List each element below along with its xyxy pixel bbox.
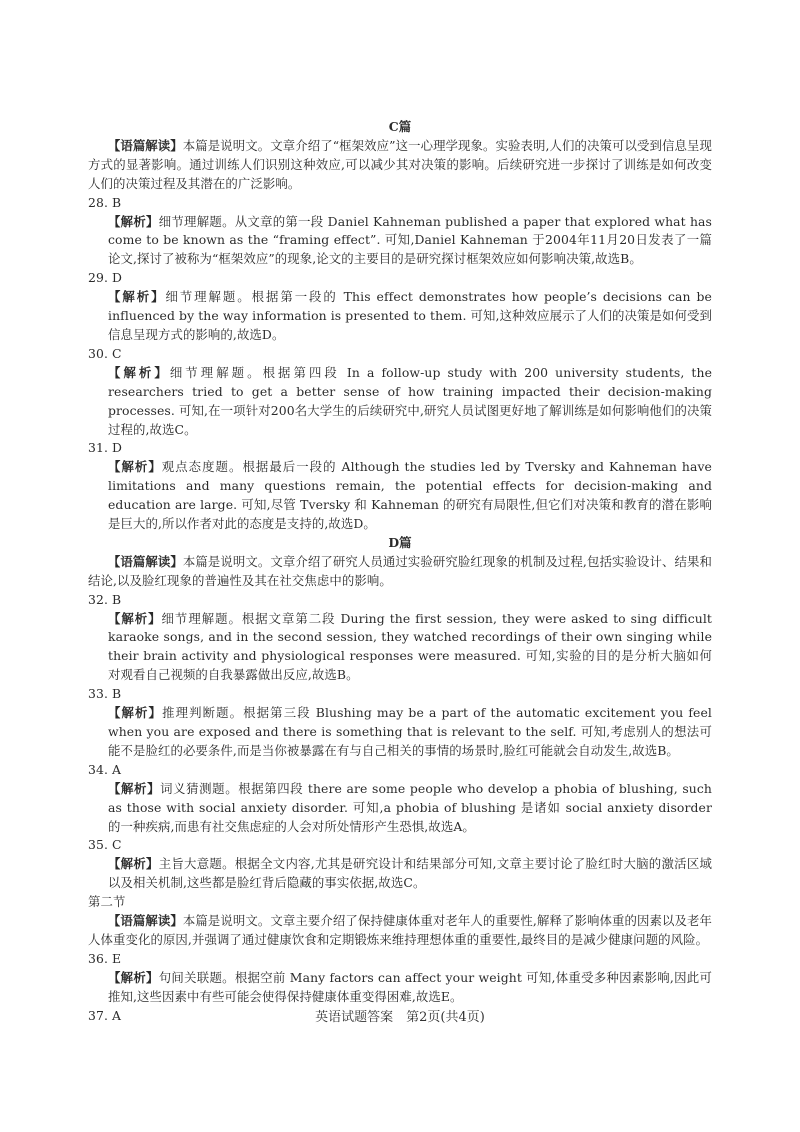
block-text: 细节理解题。根据文章第二段 During the first session, they were asked to sing difficult karaoke songs, and in the second session, they watched recordings of their own singing while their brain activity and physiological responses were measured. 可知,实验的目的是分析大脑如何对观看自己视频的自我暴露做出反应,故选B。: [108, 610, 712, 683]
analysis-tag: 【解析】: [108, 969, 159, 985]
question-answer: 37. A: [88, 1007, 122, 1023]
block-text: 主旨大意题。根据全文内容,尤其是研究设计和结果部分可知,文章主要讨论了脸红时大脑的激活区域以及相关机制,这些都是脸红背后隐藏的事实依据,故选C。: [108, 856, 712, 891]
answer-analysis: [88, 288, 712, 345]
analysis-tag: 【解析】: [108, 856, 159, 872]
question-answer: 36. E: [88, 950, 122, 966]
question-answer: 30. C: [88, 345, 122, 361]
question-answer: 28. B: [88, 194, 122, 210]
block-text: 推理判断题。根据第三段 Blushing may be a part of the automatic excitement you feel when you are exposed and there is something that is relevant to the self. 可知,考虑别人的想法可能不是脸红的必要条件,而是当你被暴露在有与自己相关的事情的场景时,脸红可能就会自动发生,故选B。: [108, 705, 712, 758]
block-text: 本篇是说明文。文章介绍了“框架效应”这一心理学现象。实验表明,人们的决策可以受到信息呈现方式的显著影响。通过训练人们识别这种效应,可以减少其对决策的影响。后续研究进一步探讨了训练是如何改变人们的决策过程及其潜在的广泛影响。: [88, 137, 712, 191]
analysis-tag: 【解析】: [108, 780, 161, 796]
analysis-tag: 【语篇解读】: [107, 553, 183, 569]
question-answer: 33. B: [88, 686, 122, 702]
answer-analysis: [88, 610, 712, 686]
question-answer: 29. D: [88, 270, 123, 286]
passage-summary: [88, 137, 712, 194]
question-answer: 31. D: [88, 440, 123, 456]
section-label: 第二节: [88, 894, 126, 910]
analysis-tag: 【解析】: [108, 289, 166, 305]
question-answer: 32. B: [88, 591, 122, 607]
block-text: 本篇是说明文。文章主要介绍了保持健康体重对老年人的重要性,解释了影响体重的因素以及老年人体重变化的原因,并强调了通过健康饮食和定期锻炼来维持理想体重的重要性,最终目的是减少健康问题的风险。: [88, 913, 712, 947]
passage-summary: [88, 553, 712, 591]
analysis-tag: 【解析】: [108, 364, 170, 380]
analysis-tag: 【解析】: [108, 610, 162, 626]
question-answer: 34. A: [88, 761, 122, 777]
analysis-tag: 【解析】: [108, 459, 162, 475]
block-text: 句间关联题。根据空前 Many factors can affect your weight 可知,体重受多种因素影响,因此可推知,这些因素中有些可能会使得保持健康体重变得困难,故选E。: [108, 969, 712, 1004]
block-text: 细节理解题。根据第四段 In a follow-up study with 200 university students, the researchers tried to get a better sense of how training impacted their decision-making processes. 可知,在一项针对200名大学生的后续研究中,研究人员试图更好地了解训练是如何影响他们的决策过程的,故选C。: [108, 364, 712, 437]
analysis-tag: 【解析】: [108, 213, 159, 229]
answer-analysis: [88, 364, 712, 440]
block-text: 本篇是说明文。文章介绍了研究人员通过实验研究脸红现象的机制及过程,包括实验设计、结果和结论,以及脸红现象的普遍性及其在社交焦虑中的影响。: [88, 553, 712, 588]
answer-analysis: [88, 969, 712, 1007]
passage-heading: C篇: [388, 119, 412, 134]
answer-analysis: [88, 780, 712, 837]
page-footer: 英语试题答案 第2页(共4页): [315, 1010, 485, 1025]
analysis-tag: 【语篇解读】: [107, 913, 183, 929]
block-text: 细节理解题。根据第一段的 This effect demonstrates how people’s decisions can be influenced by the way information is presented to them. 可知,这种效应展示了人们的决策是如何受到信息呈现方式的影响的,故选D。: [108, 289, 712, 342]
answer-analysis: [88, 704, 712, 761]
question-answer: 35. C: [88, 837, 122, 853]
block-text: 细节理解题。从文章的第一段 Daniel Kahneman published a paper that explored what has come to be known as the “framing effect”. 可知,Daniel Kahneman 于2004年11月20日发表了一篇论文,探讨了被称为“框架效应”的现象,论文的主要目的是研究探讨框架效应如何影响决策,故选B。: [108, 213, 712, 267]
block-text: 观点态度题。根据最后一段的 Although the studies led by Tversky and Kahneman have limitations and many questions remain, the potential effects for decision-making and education are large. 可知,尽管 Tversky 和 Kahneman 的研究有局限性,但它们对决策和教育的潜在影响是巨大的,所以作者对此的态度是支持的,故选D。: [108, 459, 712, 532]
answer-document: [88, 118, 712, 1026]
answer-analysis: [88, 213, 712, 270]
block-text: 词义猜测题。根据第四段 there are some people who develop a phobia of blushing, such as those with social anxiety disorder. 可知,a phobia of blushing 是诸如 social anxiety disorder 的一种疾病,而患有社交焦虑症的人会对所处情形产生恐惧,故选A。: [108, 780, 713, 834]
answer-analysis: [88, 458, 712, 534]
analysis-tag: 【语篇解读】: [107, 137, 183, 153]
passage-summary: [88, 912, 712, 950]
passage-heading: D篇: [388, 534, 412, 550]
answer-analysis: [88, 855, 712, 893]
analysis-tag: 【解析】: [108, 705, 163, 721]
